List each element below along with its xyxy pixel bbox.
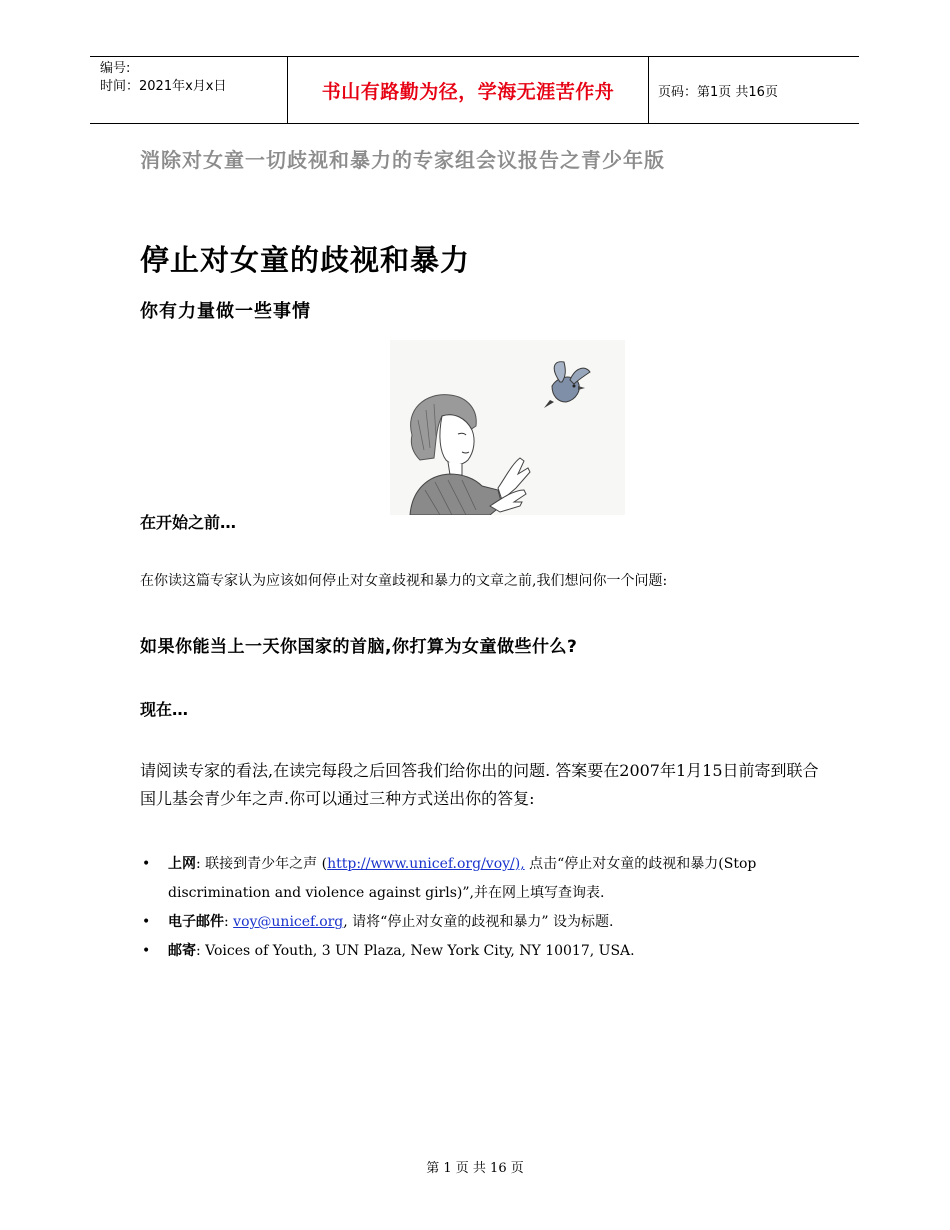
bullet-text: : Voices of Youth, 3 UN Plaza, New York City, NY 10017, USA. bbox=[196, 943, 635, 959]
submission-methods-list bbox=[140, 850, 830, 966]
time-label: 时间：2021年x月x日 bbox=[100, 79, 227, 94]
bullet-icon: • bbox=[142, 943, 151, 959]
bullet-text: : 联接到青少年之声 ( bbox=[196, 856, 328, 872]
header-motto-cell bbox=[287, 57, 649, 123]
bullet-text: : bbox=[224, 914, 234, 930]
tagline: 你有力量做一些事情 bbox=[140, 301, 311, 322]
bullet-label: 电子邮件 bbox=[168, 914, 224, 930]
website-link[interactable]: http://www.unicef.org/voy/), bbox=[327, 856, 525, 872]
bullet-icon: • bbox=[142, 914, 151, 930]
question-heading: 如果你能当上一天你国家的首脑,你打算为女童做些什么? bbox=[140, 637, 578, 657]
before-heading: 在开始之前… bbox=[140, 513, 237, 532]
page-title: 停止对女童的歧视和暴力 bbox=[140, 243, 471, 277]
girl-and-bird-illustration bbox=[390, 340, 625, 515]
page-info: 页码：第1页 共16页 bbox=[658, 84, 778, 100]
bullet-label: 上网 bbox=[168, 856, 196, 872]
page-footer: 第 1 页 共 16 页 bbox=[426, 1161, 524, 1176]
report-subtitle: 消除对女童一切歧视和暴力的专家组会议报告之青少年版 bbox=[140, 148, 665, 172]
now-heading: 现在… bbox=[140, 700, 189, 719]
list-item-email bbox=[140, 908, 830, 937]
list-item-mail bbox=[140, 937, 830, 966]
email-link[interactable]: voy@unicef.org bbox=[233, 914, 344, 930]
header-page-cell bbox=[649, 57, 859, 123]
bullet-icon: • bbox=[142, 856, 151, 872]
bullet-label: 邮寄 bbox=[168, 943, 196, 959]
bullet-text: , 请将“停止对女童的歧视和暴力” 设为标题. bbox=[343, 914, 614, 930]
motto: 书山有路勤为径，学海无涯苦作舟 bbox=[321, 80, 615, 103]
header-table bbox=[90, 56, 859, 124]
instructions-paragraph: 请阅读专家的看法,在读完每段之后回答我们给你出的问题. 答案要在2007年1月15日前寄到联合国儿基会青少年之声.你可以通过三种方式送出你的答复: bbox=[140, 761, 819, 808]
list-item-online bbox=[140, 850, 830, 908]
intro-paragraph: 在你读这篇专家认为应该如何停止对女童歧视和暴力的文章之前,我们想问你一个问题: bbox=[140, 573, 668, 589]
header-meta-cell bbox=[90, 57, 287, 123]
bullet-text: 点击“停止对女童的歧视和暴力(Stop discrimination and violence against girls)”,并在网上填写查询表. bbox=[168, 856, 757, 901]
number-label: 编号: bbox=[100, 61, 131, 76]
